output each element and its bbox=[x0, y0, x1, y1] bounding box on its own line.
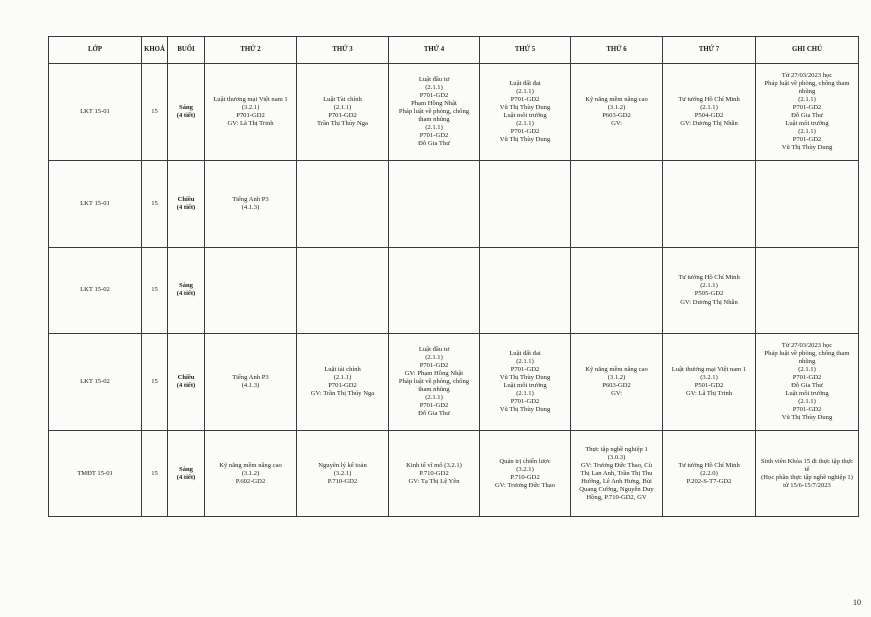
cell-ghi-chu bbox=[756, 160, 859, 247]
cell-line: Thực tập nghề nghiệp 1 bbox=[585, 445, 648, 453]
cell-line: (4 tiết) bbox=[176, 473, 196, 481]
cell-line: (Học phần thực tập nghề nghiệp 1) bbox=[761, 473, 853, 481]
cell-line: (4.1.3) bbox=[241, 382, 260, 390]
cell-line: (3.1.2) bbox=[607, 374, 626, 382]
cell-line: Trần Thị Thúy Nga bbox=[317, 119, 368, 127]
cell-thu-2 bbox=[205, 431, 297, 517]
cell-line: P701-GD2 bbox=[792, 406, 822, 414]
cell-line: Kỹ năng mềm nâng cao bbox=[219, 461, 282, 469]
cell-line: Sinh viên Khóa 15 đi thực tập thực tế bbox=[760, 457, 854, 473]
cell-line: Kỹ năng mềm nâng cao bbox=[585, 95, 648, 103]
cell-line: Luật môi trường bbox=[503, 111, 547, 119]
cell-line: Chiều bbox=[177, 374, 195, 382]
cell-line: (3.1.2) bbox=[607, 103, 626, 111]
header-ghi-chu: GHI CHÚ bbox=[756, 37, 859, 64]
cell-thu-3 bbox=[297, 334, 389, 431]
cell-line: (2.1.1) bbox=[425, 394, 443, 402]
cell-line: Tiếng Anh P3 bbox=[232, 374, 269, 382]
header-lop: LỚP bbox=[49, 37, 142, 64]
cell-line: Pháp luật về phòng, chống tham bbox=[764, 79, 850, 87]
cell-line: (2.1.1) bbox=[700, 103, 718, 111]
cell-thu-7 bbox=[663, 431, 756, 517]
khoa-cell: 15 bbox=[142, 160, 168, 247]
cell-thu-4 bbox=[389, 431, 480, 517]
session-cell bbox=[168, 160, 205, 247]
cell-line: P701-GD2 bbox=[419, 362, 449, 370]
header-buoi: BUỔI bbox=[168, 37, 205, 64]
cell-line: P701-GD2 bbox=[419, 91, 449, 99]
cell-line: (3.0.3) bbox=[607, 453, 626, 461]
cell-line: (2.1.1) bbox=[798, 398, 816, 406]
cell-line: P701-GD2 bbox=[328, 111, 357, 119]
cell-line: tham nhũng bbox=[418, 115, 450, 123]
cell-line: GV: Phạm Hồng Nhật bbox=[404, 370, 464, 378]
cell-line: P701-GD2 bbox=[792, 136, 822, 144]
cell-line: (4.1.3) bbox=[241, 203, 260, 211]
cell-line: (3.2.1) bbox=[516, 465, 534, 473]
cell-line: Tiếng Anh P3 bbox=[232, 195, 269, 203]
cell-thu-3 bbox=[297, 431, 389, 517]
class-cell: LKT 15-02 bbox=[49, 247, 142, 334]
cell-line: Luật đất đai bbox=[509, 350, 541, 358]
cell-line: Hồng, P.710-GD2, GV bbox=[586, 493, 647, 501]
cell-thu-7 bbox=[663, 64, 756, 161]
timetable bbox=[48, 36, 859, 517]
cell-line: GV: Trần Thị Thúy Nga bbox=[310, 390, 375, 398]
cell-line: Thị Lan Anh, Trần Thị Thu bbox=[580, 469, 653, 477]
khoa-cell: 15 bbox=[142, 334, 168, 431]
cell-line: Vũ Thị Thùy Dung bbox=[499, 374, 551, 382]
cell-thu-5 bbox=[480, 64, 571, 161]
cell-line: P701-GD2 bbox=[510, 127, 540, 135]
cell-line: (2.1.1) bbox=[425, 354, 443, 362]
cell-line: GV: bbox=[611, 390, 622, 398]
cell-line: Luật thương mại Việt nam 1 bbox=[213, 95, 288, 103]
cell-line: (4 tiết) bbox=[176, 290, 196, 298]
cell-line: Luật môi trường bbox=[503, 382, 547, 390]
cell-line: P603-GD2 bbox=[602, 382, 631, 390]
cell-line: P701-GD2 bbox=[328, 382, 357, 390]
session-cell bbox=[168, 64, 205, 161]
cell-line: Vũ Thị Thùy Dung bbox=[781, 414, 833, 422]
cell-line: nhũng bbox=[798, 358, 816, 366]
cell-line: Đỗ Gia Thư bbox=[791, 111, 823, 119]
cell-thu-2 bbox=[205, 334, 297, 431]
session-cell bbox=[168, 334, 205, 431]
cell-line: Luật môi trường bbox=[785, 390, 829, 398]
cell-line: GV: Trương Đức Thao, Cù bbox=[580, 461, 653, 469]
cell-line: (2.1.1) bbox=[425, 83, 443, 91]
cell-line: Luật tài chính bbox=[324, 366, 361, 374]
cell-line: Vũ Thị Thùy Dung bbox=[499, 103, 551, 111]
cell-line: Hường, Lê Anh Hưng, Bùi bbox=[581, 477, 652, 485]
header-thu-6: THỨ 6 bbox=[571, 37, 663, 64]
cell-line: Luật môi trường bbox=[785, 119, 829, 127]
table-row bbox=[49, 160, 859, 247]
session-cell bbox=[168, 247, 205, 334]
cell-thu-6 bbox=[571, 334, 663, 431]
cell-line: Luật Tài chính bbox=[323, 95, 362, 103]
cell-thu-3 bbox=[297, 160, 389, 247]
cell-line: P701-GD2 bbox=[510, 366, 540, 374]
cell-thu-5 bbox=[480, 247, 571, 334]
cell-line: (4 tiết) bbox=[176, 111, 196, 119]
cell-line: Phạm Hồng Nhật bbox=[411, 99, 457, 107]
cell-line: tham nhũng bbox=[418, 386, 450, 394]
cell-thu-2 bbox=[205, 247, 297, 334]
cell-line: (3.2.1) bbox=[333, 469, 352, 477]
cell-ghi-chu bbox=[756, 64, 859, 161]
cell-line: Từ 27/03/2023 học bbox=[781, 342, 833, 350]
cell-ghi-chu bbox=[756, 247, 859, 334]
page-number: 10 bbox=[853, 598, 861, 607]
header-thu-7: THỨ 7 bbox=[663, 37, 756, 64]
cell-thu-6 bbox=[571, 160, 663, 247]
cell-line: Pháp luật về phòng, chống bbox=[398, 107, 470, 115]
cell-thu-6 bbox=[571, 64, 663, 161]
header-thu-3: THỨ 3 bbox=[297, 37, 389, 64]
cell-line: P505-GD2 bbox=[694, 290, 724, 298]
cell-line: Luật thương mại Việt nam 1 bbox=[671, 366, 747, 374]
cell-line: Sáng bbox=[179, 103, 193, 111]
cell-thu-4 bbox=[389, 160, 480, 247]
cell-thu-5 bbox=[480, 160, 571, 247]
cell-line: Đỗ Gia Thư bbox=[418, 140, 450, 148]
cell-line: GV: Lã Thị Trinh bbox=[227, 119, 274, 127]
cell-line: P701-GD2 bbox=[419, 132, 449, 139]
class-cell: LKT 15-01 bbox=[49, 64, 142, 161]
session-cell bbox=[168, 431, 205, 517]
cell-line: (2.1.1) bbox=[798, 95, 816, 103]
cell-ghi-chu bbox=[756, 334, 859, 431]
cell-line: Tư tưởng Hồ Chí Minh bbox=[678, 95, 740, 103]
khoa-cell: 15 bbox=[142, 247, 168, 334]
cell-line: Nguyên lý kế toán bbox=[318, 461, 367, 469]
cell-line: P.602-GD2 bbox=[235, 477, 266, 485]
table-row bbox=[49, 247, 859, 334]
table-row bbox=[49, 334, 859, 431]
cell-line: P701-GD2 bbox=[792, 374, 822, 382]
cell-line: (2.1.1) bbox=[516, 390, 534, 398]
header-row bbox=[49, 37, 859, 64]
cell-line: (2.2.0) bbox=[700, 469, 718, 477]
khoa-cell: 15 bbox=[142, 64, 168, 161]
cell-line: P.202-S-T7-GD2 bbox=[686, 477, 732, 485]
cell-line: Kỹ năng mềm nâng cao bbox=[585, 366, 648, 374]
cell-line: GV: Trương Đức Thao bbox=[494, 481, 556, 489]
cell-line: P701-GD2 bbox=[510, 398, 540, 406]
cell-line: Sáng bbox=[179, 282, 193, 290]
cell-thu-2 bbox=[205, 160, 297, 247]
cell-line: Pháp luật về phòng, chống bbox=[398, 378, 470, 386]
cell-line: Đỗ Gia Thư bbox=[418, 410, 450, 418]
class-cell: LKT 15-02 bbox=[49, 334, 142, 431]
cell-line: (2.1.1) bbox=[516, 358, 534, 366]
cell-line: GV: Lã Thị Trinh bbox=[685, 390, 733, 398]
cell-line: Chiều bbox=[177, 195, 195, 203]
cell-line: (2.1.1) bbox=[516, 87, 534, 95]
cell-line: GV: bbox=[611, 119, 622, 127]
cell-line: Kinh tế vĩ mô (3.2.1) bbox=[406, 461, 462, 469]
class-cell: LKT 15-01 bbox=[49, 160, 142, 247]
header-thu-2: THỨ 2 bbox=[205, 37, 297, 64]
cell-line: từ 15/6-15/7/2023 bbox=[783, 481, 831, 489]
cell-line: Từ 27/03/2023 học bbox=[781, 71, 833, 79]
cell-line: Luật đầu tư bbox=[418, 346, 450, 354]
cell-thu-4 bbox=[389, 334, 480, 431]
cell-line: P.710-GD2 bbox=[327, 477, 358, 485]
cell-line: (2.1.1) bbox=[333, 374, 352, 382]
cell-line: (2.1.1) bbox=[700, 282, 718, 290]
cell-thu-7 bbox=[663, 334, 756, 431]
table-row bbox=[49, 431, 859, 517]
cell-thu-4 bbox=[389, 64, 480, 161]
cell-line: (2.1.1) bbox=[425, 123, 443, 131]
cell-line: P701-GD2 bbox=[419, 402, 449, 410]
cell-line: GV: Dương Thị Nhẫn bbox=[680, 119, 738, 127]
cell-line: P701-GD2 bbox=[792, 103, 822, 111]
cell-thu-4 bbox=[389, 247, 480, 334]
header-khoa: KHOÁ bbox=[142, 37, 168, 64]
cell-line: P701-GD2 bbox=[510, 95, 540, 103]
cell-line: (2.1.1) bbox=[516, 119, 534, 127]
cell-line: (3.2.1) bbox=[700, 374, 718, 382]
cell-thu-3 bbox=[297, 64, 389, 161]
cell-line: Pháp luật về phòng, chống tham bbox=[764, 350, 850, 358]
cell-line: (3.2.1) bbox=[241, 103, 260, 111]
cell-line: (2.1.1) bbox=[798, 366, 816, 374]
cell-thu-3 bbox=[297, 247, 389, 334]
cell-line: Tư tưởng Hồ Chí Minh bbox=[678, 461, 740, 469]
table-row bbox=[49, 64, 859, 161]
cell-ghi-chu bbox=[756, 431, 859, 517]
khoa-cell: 15 bbox=[142, 431, 168, 517]
cell-line: (2.1.1) bbox=[333, 103, 352, 111]
cell-thu-7 bbox=[663, 160, 756, 247]
cell-line: P501-GD2 bbox=[694, 382, 724, 390]
cell-line: Tư tưởng Hồ Chí Minh bbox=[678, 274, 740, 282]
cell-line: Sáng bbox=[179, 465, 193, 473]
cell-line: Luật đầu tư bbox=[418, 75, 450, 83]
cell-line: (4 tiết) bbox=[176, 382, 196, 390]
cell-line: P.710-GD2 bbox=[510, 473, 540, 481]
cell-thu-5 bbox=[480, 431, 571, 517]
cell-line: Vũ Thị Thùy Dung bbox=[499, 406, 551, 414]
cell-line: GV: Dương Thị Nhẫn bbox=[680, 298, 738, 306]
header-thu-4: THỨ 4 bbox=[389, 37, 480, 64]
cell-line: (4 tiết) bbox=[176, 203, 196, 211]
cell-line: Luật đất đai bbox=[509, 79, 541, 87]
cell-line: P504-GD2 bbox=[694, 111, 724, 119]
cell-thu-5 bbox=[480, 334, 571, 431]
cell-line: Quản trị chiến lược bbox=[499, 457, 551, 465]
cell-thu-2 bbox=[205, 64, 297, 161]
cell-line: Vũ Thị Thùy Dung bbox=[499, 136, 551, 144]
cell-line: Đỗ Gia Thư bbox=[791, 382, 823, 390]
cell-thu-6 bbox=[571, 431, 663, 517]
class-cell: TMĐT 15-01 bbox=[49, 431, 142, 517]
header-thu-5: THỨ 5 bbox=[480, 37, 571, 64]
cell-line: P.710-GD2 bbox=[419, 469, 449, 477]
cell-line: P701-GD2 bbox=[236, 111, 265, 119]
cell-line: nhũng bbox=[798, 87, 816, 95]
cell-line: GV: Tạ Thị Lệ Yên bbox=[408, 477, 460, 485]
cell-line: (3.1.2) bbox=[241, 469, 260, 477]
cell-line: (2.1.1) bbox=[798, 127, 816, 135]
cell-thu-6 bbox=[571, 247, 663, 334]
cell-line: Quang Cường, Nguyễn Duy bbox=[579, 485, 654, 493]
cell-line: P603-GD2 bbox=[602, 111, 631, 119]
cell-thu-7 bbox=[663, 247, 756, 334]
cell-line: Vũ Thị Thùy Dung bbox=[781, 144, 833, 152]
